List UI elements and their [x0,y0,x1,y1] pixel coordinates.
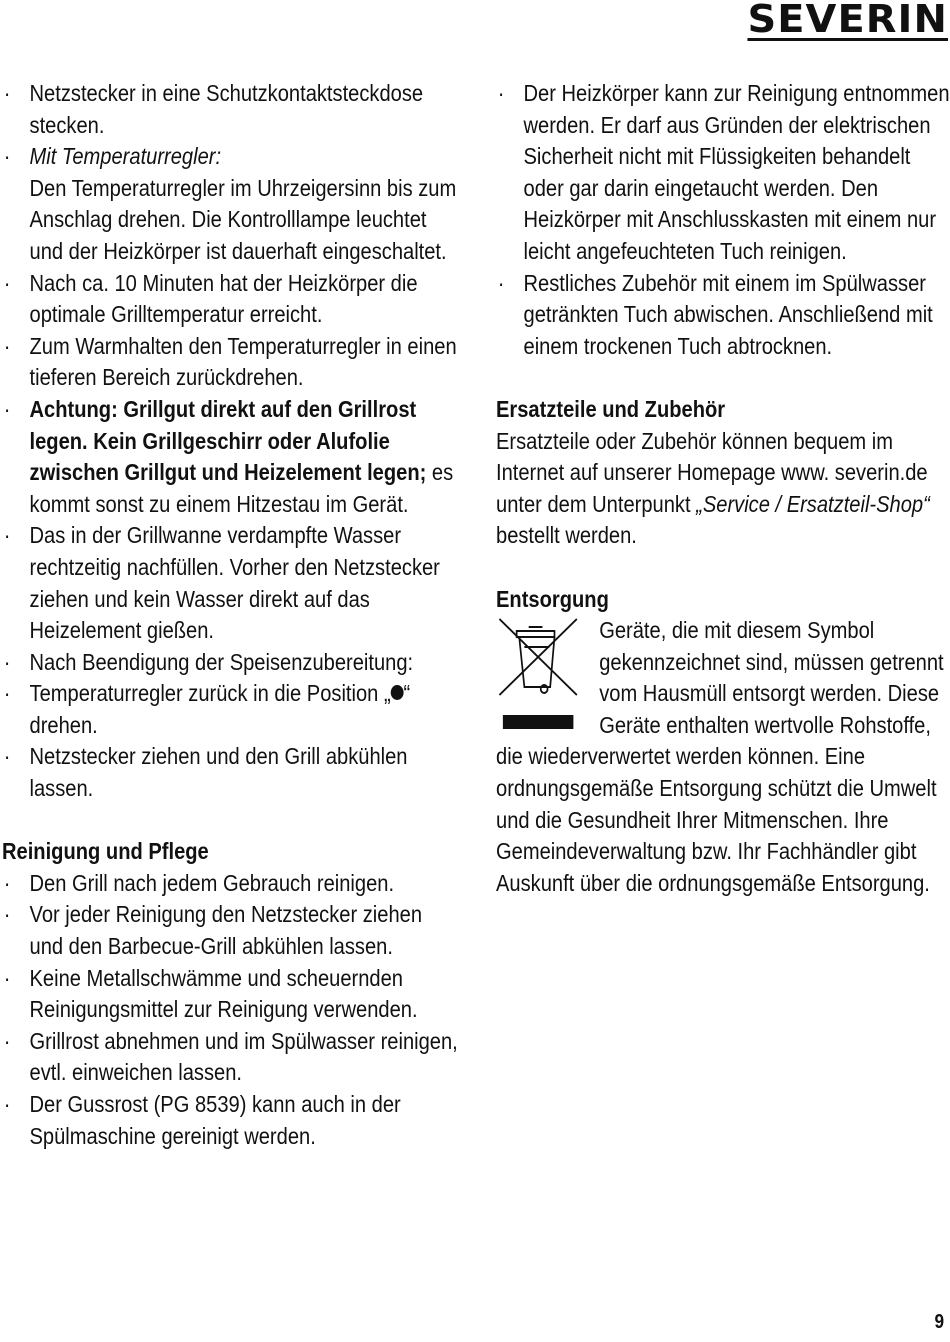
disposal-block [496,615,950,899]
list-item: · Das in der Grillwanne verdampfte Wasser rechtzeitig nachfüllen. Vorher den Netzstecker ziehen und kein Wasser direkt auf das Heizelement gießen. [2,520,458,646]
list-item-text: Temperaturregler zurück in die Position „ [29,680,391,707]
list-item: · Der Heizkörper kann zur Reinigung entnommen werden. Er darf aus Gründen der elektrischen Sicherheit nicht mit Flüssigkeiten behandelt oder gar darin eingetaucht werden. Den Heizkörper mit Anschlusskasten mit einem nur leicht angefeuchteten Tuch reinigen. [496,78,950,268]
list-item: · Nach ca. 10 Minuten hat der Heizkörper die optimale Grilltemperatur erreicht. [2,268,458,331]
list-item: · Keine Metallschwämme und scheuernden Reinigungsmittel zur Reinigung verwenden. [2,963,458,1026]
left-column [2,78,458,1152]
cleaning-list [2,868,458,1152]
list-item: · Vor jeder Reinigung den Netzstecker ziehen und den Barbecue-Grill abkühlen lassen. [2,899,458,962]
warning-text: Achtung: Grillgut direkt auf den Grillrost legen. Kein Grillgeschirr oder Alufolie zwischen Grillgut und Heizelement legen; [29,395,427,486]
paragraph-text: bestellt werden. [496,522,637,549]
list-item: · Grillrost abnehmen und im Spülwasser reinigen, evtl. einweichen lassen. [2,1026,458,1089]
brand-logo: SEVERIN [747,0,948,41]
cleaning-list-continued [496,78,950,362]
list-item-text: “ drehen. [29,680,411,738]
list-item [2,394,458,520]
list-item: · Den Grill nach jedem Gebrauch reinigen. [2,868,458,900]
page-number: 9 [934,1311,944,1333]
list-item-text: Den Temperaturregler im Uhrzeigersinn bis zum Anschlag drehen. Die Kontrolllampe leuchtet und der Heizkörper ist dauerhaft eingeschaltet. [29,174,457,264]
list-item: · Zum Warmhalten den Temperaturregler in einen tieferen Bereich zurückdrehen. [2,331,458,394]
weee-crossed-bin-icon [496,615,599,741]
list-item-text: es kommt sonst zu einem Hitzestau im Gerät. [29,459,454,517]
paragraph-text: Ersatzteile oder Zubehör können bequem im Internet auf unserer Homepage www. severin.de unter dem Unterpunkt [496,427,928,517]
filled-circle-icon [391,685,404,700]
list-item: · Der Gussrost (PG 8539) kann auch in der Spülmaschine gereinigt werden. [2,1089,458,1152]
operation-list [2,78,458,805]
disposal-text: Geräte, die mit diesem Symbol gekennzeichnet sind, müssen getrennt vom Hausmüll entsorgt werden. Diese Geräte enthalten wertvolle Rohstoffe, die wiederverwertet werden können. Eine ordnungsgemäße Entsorgung schützt die Umwelt und die Gesundheit Ihrer Mitmenschen. Ihre Gemeindeverwaltung bzw. Ihr Fachhändler gibt Auskunft über die ordnungsgemäße Entsorgung. [496,617,944,896]
right-column [496,78,950,899]
list-item: · Restliches Zubehör mit einem im Spülwasser getränkten Tuch abwischen. Anschließend mit einem trockenen Tuch abtrocknen. [496,268,950,363]
italic-link-text: „Service / Ersatzteil-Shop“ [696,490,930,517]
list-item: · Netzstecker ziehen und den Grill abkühlen lassen. [2,741,458,804]
section-heading-spare-parts: Ersatzteile und Zubehör [496,395,726,422]
section-heading-cleaning: Reinigung und Pflege [2,838,209,865]
list-item: · Netzstecker in eine Schutzkontaktsteckdose stecken. [2,78,458,141]
italic-label: Mit Temperaturregler: [29,143,222,170]
spare-parts-text [496,426,950,552]
list-item [2,678,458,741]
section-heading-disposal: Entsorgung [496,585,609,612]
list-item: · Nach Beendigung der Speisenzubereitung: [2,647,458,679]
list-item [2,141,458,267]
